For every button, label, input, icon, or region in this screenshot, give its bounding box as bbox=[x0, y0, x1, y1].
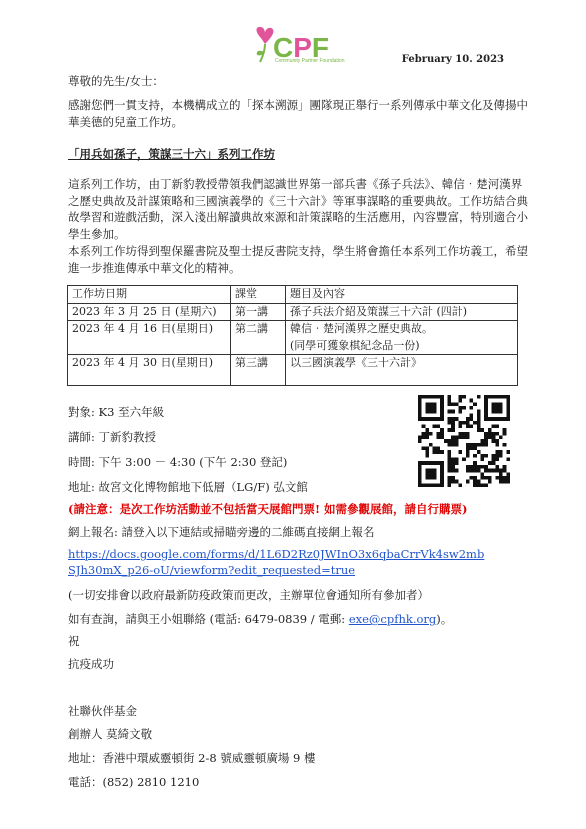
table-row bbox=[68, 303, 518, 321]
greeting: 尊敬的先生/女士： bbox=[68, 74, 164, 88]
policy-note: (一切安排會以政府最新防疫政策而更改，主辦單位會通知所有參加者） bbox=[68, 588, 429, 602]
row-topic bbox=[286, 321, 518, 355]
row-topic-note: (同學可獲象棋紀念品一份) bbox=[290, 338, 420, 352]
header-topic: 題目及內容 bbox=[286, 286, 518, 304]
table-header-row bbox=[68, 286, 518, 304]
row-date: 2023 年 4 月 30 日(星期日) bbox=[68, 355, 231, 386]
speaker: 講師: 丁新豹教授 bbox=[68, 430, 157, 444]
event-time: 時間: 下午 3:00 － 4:30 (下午 2:30 登記) bbox=[68, 455, 288, 469]
logo-wordmark: CPF bbox=[273, 32, 330, 63]
schedule-table bbox=[67, 285, 518, 386]
row-topic: 孫子兵法介紹及策謀三十六計 (四計) bbox=[286, 303, 518, 321]
cpf-logo bbox=[253, 22, 345, 68]
venue: 地址: 故宮文化博物館地下低層（LG/F) 弘文館 bbox=[68, 480, 308, 494]
row-date: 2023 年 4 月 16 日(星期日) bbox=[68, 321, 231, 355]
organization-name: 社聯伙伴基金 bbox=[68, 704, 137, 718]
row-topic-text: 韓信‧楚河漢界之歷史典故。 bbox=[290, 322, 433, 335]
contact-line bbox=[68, 611, 452, 628]
row-session: 第二講 bbox=[231, 321, 286, 355]
contact-email-link[interactable]: exe@cpfhk.org bbox=[348, 612, 437, 626]
intro-paragraph: 感謝您們一貫支持，本機構成立的「探本溯源」團隊現正舉行一系列傳承中華文化及傳揚中華美德的兒童工作坊。 bbox=[68, 98, 528, 129]
header-session: 課堂 bbox=[231, 286, 286, 304]
logo-subtitle: Community Partner Foundation bbox=[275, 58, 345, 64]
row-session: 第三講 bbox=[231, 355, 286, 386]
phone: 電話：(852) 2810 1210 bbox=[68, 775, 200, 789]
signatory: 創辦人 莫綺文敬 bbox=[68, 727, 153, 741]
workshop-title: 「用兵如孫子，策謀三十六」系列工作坊 bbox=[68, 147, 275, 161]
description-paragraph: 這系列工作坊，由丁新豹教授帶領我們認識世界第一部兵書《孫子兵法》、韓信‧楚河漢界之歷史典故及計謀策略和三國演義學的《三十六計》等軍事謀略的重要典故。工作坊結合典故學習和遊戲活動，深入淺出解讀典故來源和計策謀略的生活應用，內容豐富，特別適合小學生參加。 bbox=[68, 177, 528, 242]
header-date: 工作坊日期 bbox=[68, 286, 231, 304]
ticket-warning: (請注意：是次工作坊活動並不包括當天展館門票! 如需參觀展館，請自行購票) bbox=[68, 502, 468, 516]
support-paragraph: 本系列工作坊得到聖保羅書院及聖士提反書院支持，學生將會擔任本系列工作坊義工，希望進一步推進傳承中華文化的精神。 bbox=[68, 244, 528, 275]
row-topic: 以三國演義學《三十六計》 bbox=[286, 355, 518, 386]
address: 地址：香港中環威靈頓街 2-8 號威靈頓廣場 9 樓 bbox=[68, 751, 316, 765]
row-date: 2023 年 3 月 25 日 (星期六) bbox=[68, 303, 231, 321]
row-session: 第一講 bbox=[231, 303, 286, 321]
letter-date: February 10. 2023 bbox=[401, 54, 504, 65]
registration-qr-code[interactable] bbox=[418, 395, 510, 487]
contact-prefix: 如有查詢，請與王小姐聯絡 (電話: 6479-0839 / 電郵: bbox=[68, 612, 349, 626]
closing-wish-2: 抗疫成功 bbox=[68, 657, 114, 671]
contact-suffix: )。 bbox=[436, 612, 453, 626]
target-audience: 對象: K3 至六年級 bbox=[68, 405, 165, 419]
registration-label: 網上報名: 請登入以下連結或掃瞄旁邊的二維碼直接網上報名 bbox=[68, 525, 375, 539]
closing-wish: 祝 bbox=[68, 634, 80, 648]
registration-link[interactable]: https://docs.google.com/forms/d/1L6D2Rz0JWInO3x6qbaCrrVk4sw2mbSJh30mX_p26-oU/viewform?edit_requested=true bbox=[68, 547, 485, 578]
table-row bbox=[68, 321, 518, 355]
table-row bbox=[68, 355, 518, 386]
